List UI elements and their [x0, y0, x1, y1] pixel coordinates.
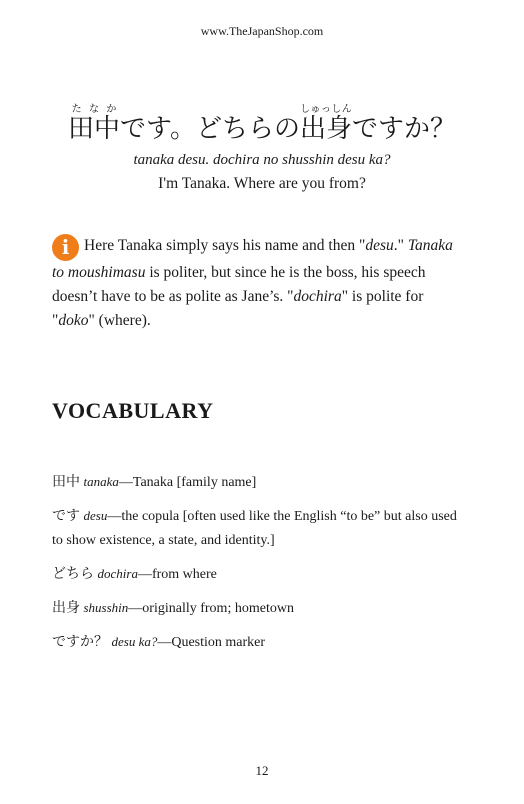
- sentence-text: です。どちらの: [120, 114, 300, 143]
- vocab-romaji: shusshin: [83, 600, 129, 615]
- note-text: is politer, but since he is the boss, his speech doesn’t have to be as polite as Jane’s. ": [52, 264, 426, 305]
- info-icon: i: [52, 234, 79, 261]
- note-italic-term: desu: [365, 237, 394, 254]
- vocab-definition: —originally from; hometown: [128, 601, 294, 616]
- vocab-romaji: desu ka?: [111, 634, 158, 649]
- vocab-romaji: dochira: [97, 566, 138, 581]
- vocabulary-item: [52, 596, 462, 621]
- vocab-japanese: ですか？: [52, 635, 112, 650]
- vocab-definition: —from where: [137, 567, 217, 582]
- vocabulary-item: [52, 630, 462, 655]
- sentence-text: ですか？: [351, 114, 456, 143]
- note-italic-term: dochira: [293, 288, 342, 305]
- note-text: .": [393, 237, 408, 254]
- note-text: " is polite for ": [52, 288, 424, 329]
- vocabulary-list: [52, 470, 462, 664]
- vocabulary-item: [52, 470, 462, 495]
- vocab-romaji: desu: [83, 508, 108, 523]
- romaji-line: tanaka desu. dochira no shusshin desu ka?: [133, 152, 391, 168]
- note-text: Here Tanaka simply says his name and then ": [84, 237, 366, 254]
- furigana: たなか: [68, 104, 121, 115]
- page-number: 12: [255, 763, 269, 778]
- vocab-japanese: です: [52, 509, 84, 524]
- vocab-japanese: どちら: [52, 567, 98, 582]
- vocabulary-item: [52, 562, 462, 587]
- japanese-sentence: [0, 104, 524, 145]
- vocab-definition: —Tanaka [family name]: [118, 475, 257, 490]
- note-italic-term: doko: [58, 312, 89, 329]
- note-italic-term: Tanaka to moushimasu: [52, 237, 453, 281]
- vocab-romaji: tanaka: [83, 474, 119, 489]
- vocabulary-item: [52, 504, 462, 553]
- vocab-japanese: 田中: [52, 475, 84, 490]
- english-translation: I'm Tanaka. Where are you from?: [158, 175, 366, 192]
- vocab-definition: —Question marker: [157, 635, 266, 650]
- note-text: " (where).: [88, 312, 151, 329]
- info-note: [52, 234, 462, 333]
- vocabulary-heading: VOCABULARY: [52, 398, 214, 423]
- kanji-with-furigana: 田中たなか: [68, 104, 121, 143]
- kanji-with-furigana: 出身しゅっしん: [299, 104, 352, 143]
- furigana: しゅっしん: [299, 104, 352, 115]
- vocab-definition: —the copula [often used like the English “to be” but also used to show existence, a state, and identity.]: [52, 509, 457, 548]
- site-header: www.TheJapanShop.com: [200, 24, 324, 38]
- vocab-japanese: 出身: [52, 601, 84, 616]
